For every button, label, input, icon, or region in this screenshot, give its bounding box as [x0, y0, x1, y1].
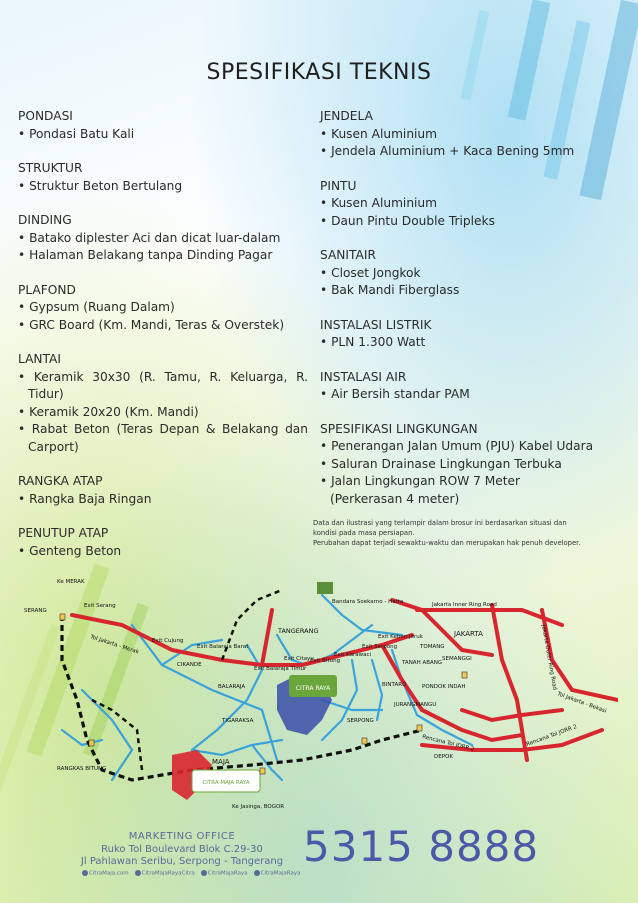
map-label: Rencana Tol JORR 2: [525, 723, 578, 748]
spec-item: • Keramik 20x20 (Km. Mandi): [18, 404, 199, 419]
map-label: TIGARAKSA: [222, 718, 254, 724]
map-label: Exit Kebon Jeruk: [378, 634, 423, 640]
spec-item: • GRC Board (Km. Mandi, Teras & Overstek): [18, 317, 285, 332]
map-label: Ke MERAK: [57, 579, 85, 585]
toll-roads: [72, 600, 618, 760]
facebook-icon: [135, 870, 141, 876]
map-label: PONDOK INDAH: [422, 684, 466, 690]
map-label: TOMANG: [420, 644, 445, 650]
station-icon: [362, 738, 367, 744]
station-icon: [60, 614, 65, 620]
map-label: Exit Bitung: [310, 658, 341, 664]
spec-heading: LANTAI: [18, 352, 61, 366]
spec-item: • Air Bersih standar PAM: [320, 387, 470, 401]
toll-road: [417, 610, 562, 625]
twitter-icon: [201, 870, 207, 876]
map-label: SEMANGGI: [442, 656, 472, 662]
spec-right-column: [320, 108, 620, 525]
spec-heading: PENUTUP ATAP: [18, 526, 109, 540]
map-label: Exit Serang: [84, 603, 116, 609]
spec-heading: SANITAIR: [320, 248, 376, 262]
toll-road: [262, 610, 272, 665]
map-label: Jakarta Outer Ring Road: [540, 624, 558, 691]
spec-sanitair: [320, 247, 620, 300]
spec-dinding: [18, 212, 308, 265]
twitter-link[interactable]: CitraMajaRaya: [201, 870, 248, 877]
spec-left-column: [18, 108, 308, 577]
spec-item: • Pondasi Batu Kali: [18, 126, 135, 141]
spec-lantai: [18, 351, 308, 456]
spec-pondasi: [18, 108, 308, 143]
road: [62, 730, 102, 745]
spec-heading: PINTU: [320, 178, 357, 193]
spec-struktur: [18, 160, 308, 195]
office-address-line: Jl Pahlawan Seribu, Serpong - Tangerang: [80, 856, 284, 867]
map-label: BALARAJA: [218, 684, 246, 690]
spec-item: • Halaman Belakang tanpa Dinding Pagar: [18, 248, 273, 262]
disclaimer-line: kondisi pada masa persiapan.: [313, 529, 415, 537]
spec-item: • Struktur Beton Bertulang: [18, 178, 183, 193]
spec-heading: DINDING: [18, 213, 72, 227]
marketing-office: [72, 831, 292, 869]
map-label: Ke Jasinga, BOGOR: [232, 804, 285, 810]
phone-number[interactable]: 5315 8888: [303, 822, 540, 871]
spec-item: • Daun Pintu Double Tripleks: [320, 213, 495, 228]
spec-penutup-atap: [18, 525, 308, 560]
map-label: Tol Jakarta - Bekasi: [556, 691, 608, 715]
spec-heading: PLAFOND: [18, 282, 76, 297]
map-label: JURANGMANGU: [394, 702, 437, 708]
map-label: Exit Balaraja Barat: [197, 644, 249, 650]
instagram-icon: [254, 870, 260, 876]
map-label: CITRA RAYA: [295, 685, 331, 692]
planned-road: [62, 615, 422, 780]
map-label: Exit Serpong: [362, 644, 398, 650]
spec-plafond: [18, 282, 308, 335]
instagram-link[interactable]: CitraMajaRaya: [254, 870, 301, 877]
spec-item: • Genteng Beton: [18, 543, 122, 558]
map-label: RANGKAS BITUNG: [57, 766, 107, 772]
disclaimer: [313, 518, 613, 548]
secondary-roads: [62, 595, 472, 780]
spec-heading: SPESIFIKASI LINGKUNGAN: [320, 421, 478, 436]
spec-heading: RANGKA ATAP: [18, 474, 103, 488]
road: [192, 740, 282, 755]
map-label: Exit Karawaci: [334, 652, 372, 658]
map-label: CITRA MAJA RAYA: [202, 780, 250, 786]
spec-item: • Jalan Lingkungan ROW 7 Meter: [320, 474, 521, 488]
spec-item: • Penerangan Jalan Umum (PJU) Kabel Udara: [320, 439, 594, 453]
toll-road: [462, 710, 562, 720]
spec-item: • Batako diplester Aci dan dicat luar-dalam: [18, 230, 281, 245]
airport-icon: [317, 582, 333, 594]
spec-item: • Bak Mandi Fiberglass: [320, 283, 460, 297]
disclaimer-line: Data dan ilustrasi yang terlampir dalam brosur ini berdasarkan situasi dan: [313, 519, 567, 527]
spec-heading: PONDASI: [18, 109, 73, 123]
spec-heading: INSTALASI LISTRIK: [320, 317, 432, 332]
spec-rangka-atap: [18, 473, 308, 508]
spec-item: (Perkerasan 4 meter): [330, 491, 460, 506]
map-label: Exit Citayu: [284, 656, 314, 662]
map-label: BINTARO: [382, 682, 407, 688]
station-icon: [89, 740, 94, 746]
office-heading: MARKETING OFFICE: [128, 831, 236, 842]
map-label: Jakarta Inner Ring Road: [432, 602, 497, 608]
spec-item: • Closet Jongkok: [320, 265, 421, 280]
location-map: [22, 570, 618, 815]
spec-item: • PLN 1.300 Watt: [320, 335, 426, 349]
map-label: CIKANDE: [177, 662, 202, 668]
spec-instalasi-air: [320, 369, 620, 404]
map-label: MAJA: [212, 758, 230, 766]
spec-item: • Jendela Aluminium + Kaca Bening 5mm: [320, 144, 575, 158]
spec-heading: INSTALASI AIR: [320, 369, 407, 384]
station-icon: [417, 725, 422, 731]
station-icon: [462, 672, 467, 678]
spec-heading: STRUKTUR: [18, 161, 83, 175]
spec-heading: JENDELA: [320, 109, 373, 123]
spec-item: • Kusen Aluminium: [320, 196, 438, 210]
facebook-link[interactable]: CitraMajaRayaCitra: [135, 870, 195, 877]
map-label: TANGERANG: [278, 627, 319, 635]
map-label: DEPOK: [434, 754, 453, 760]
map-label: Exit Balaraja Timur: [254, 666, 307, 672]
globe-icon: [82, 870, 88, 876]
planned-road: [92, 700, 142, 770]
map-label: Bandara Soekarno - Hatta: [332, 599, 404, 605]
spec-item: • Keramik 30x30 (R. Tamu, R. Keluarga, R. Tidur): [18, 369, 308, 401]
disclaimer-line: Perubahan dapat terjadi sewaktu-waktu dan merupakan hak penuh developer.: [313, 539, 581, 547]
spec-jendela: [320, 108, 620, 161]
spec-item: • Kusen Aluminium: [320, 126, 438, 141]
map-label: Rencana Tol JORR 2: [421, 734, 475, 753]
spec-item: • Rangka Baja Ringan: [18, 491, 152, 506]
map-label: JAKARTA: [454, 630, 483, 638]
spec-instalasi-listrik: [320, 317, 620, 352]
map-label: SERPONG: [347, 718, 374, 724]
spec-item: • Saluran Drainase Lingkungan Terbuka: [320, 456, 562, 471]
map-label: Exit Cujung: [152, 638, 184, 644]
map-label: TANAH ABANG: [402, 660, 443, 666]
map-label: Tol Jakarta - Merak: [89, 634, 140, 656]
social-links: [82, 870, 322, 877]
station-icon: [260, 768, 265, 774]
spec-pintu: [320, 178, 620, 231]
page-title: SPESIFIKASI TEKNIS: [206, 60, 432, 85]
spec-lingkungan: [320, 421, 620, 509]
map-label: SERANG: [24, 608, 47, 614]
spec-item: • Gypsum (Ruang Dalam): [18, 300, 175, 314]
office-address-line: Ruko Tol Boulevard Blok C.29-30: [101, 843, 263, 855]
spec-item: • Rabat Beton (Teras Depan & Belakang dan Carport): [18, 422, 308, 454]
website-link[interactable]: CitraMaja.com: [82, 870, 129, 877]
